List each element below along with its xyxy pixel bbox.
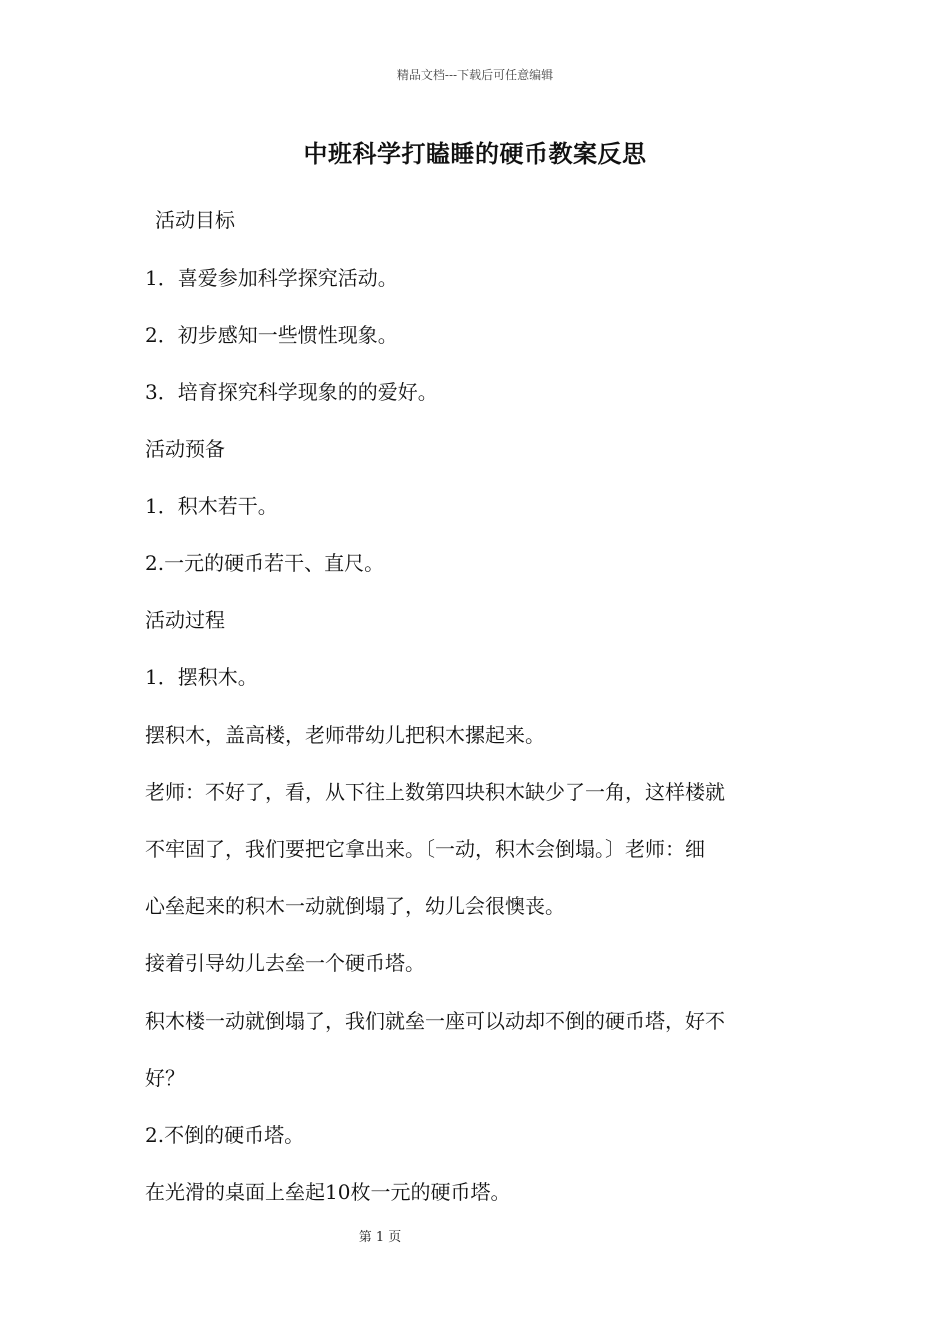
- paragraph-line: 1．喜爱参加科学探究活动。: [145, 266, 398, 290]
- paragraph-line: 老师：不好了，看，从下往上数第四块积木缺少了一角，这样楼就: [145, 780, 725, 804]
- paragraph-line: 积木楼一动就倒塌了，我们就垒一座可以动却不倒的硬币塔，好不: [145, 1009, 725, 1033]
- page-header: 精品文档---下载后可任意编辑: [396, 68, 554, 82]
- paragraph-line: 好？: [145, 1066, 185, 1090]
- paragraph-line: 1．积木若干。: [145, 494, 278, 518]
- page-number: 第 1 页: [358, 1230, 402, 1245]
- paragraph-line: 2．初步感知一些惯性现象。: [145, 323, 398, 347]
- paragraph-line: 1．摆积木。: [145, 665, 258, 689]
- section-heading-process: 活动过程: [145, 608, 225, 632]
- paragraph-line: 在光滑的桌面上垒起10枚一元的硬币塔。: [145, 1180, 511, 1204]
- paragraph-line: 心垒起来的积木一动就倒塌了，幼儿会很懊丧。: [145, 894, 565, 918]
- paragraph-line: 摆积木，盖高楼，老师带幼儿把积木摞起来。: [145, 723, 545, 747]
- document-title: 中班科学打瞌睡的硬币教案反思: [303, 139, 647, 168]
- section-heading-goals: 活动目标: [155, 208, 235, 232]
- section-heading-preparation: 活动预备: [145, 437, 225, 461]
- paragraph-line: 2.不倒的硬币塔。: [145, 1123, 305, 1147]
- paragraph-line: 不牢固了，我们要把它拿出来。〔一动，积木会倒塌。〕老师：细: [145, 837, 705, 861]
- paragraph-line: 接着引导幼儿去垒一个硬币塔。: [145, 951, 425, 975]
- paragraph-line: 3．培育探究科学现象的的爱好。: [145, 380, 438, 404]
- paragraph-line: 2.一元的硬币若干、直尺。: [145, 551, 385, 575]
